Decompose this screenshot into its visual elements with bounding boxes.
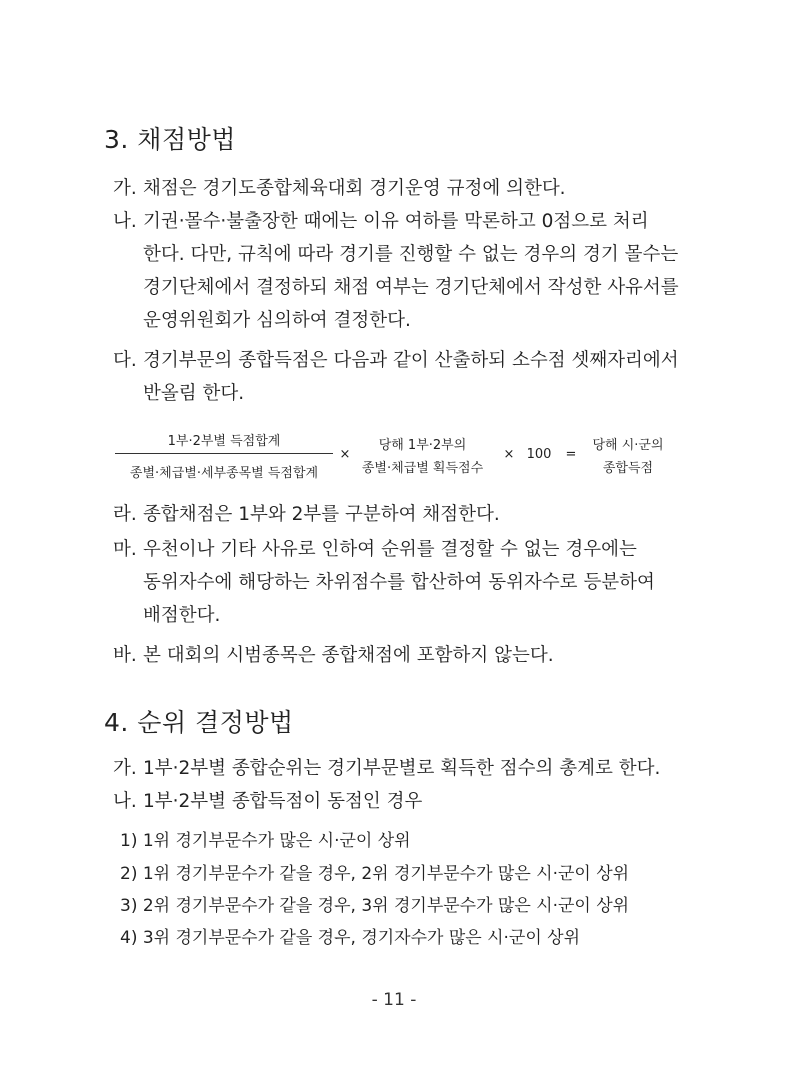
s4-item-na [113,790,422,814]
marker: 바. [113,645,137,666]
formula-term2-line2: 종별·체급별 획득점수 [361,461,484,476]
section-4-title: 4. 순위 결정방법 [104,708,294,737]
s3-item-na-cont-2: 경기단체에서 결정하되 채점 여부는 경기단체에서 작성한 사유서를 [143,277,679,298]
item-text: 1부·2부별 종합득점이 동점인 경우 [143,791,423,812]
marker: 나. [113,791,137,812]
formula-numerator: 1부·2부별 득점합계 [167,434,281,449]
marker: 라. [113,504,137,525]
item-text: 본 대회의 시범종목은 종합채점에 포함하지 않는다. [143,645,554,666]
s3-item-da [113,349,679,373]
item-text: 경기부문의 종합득점은 다음과 같이 산출하되 소수점 셋째자리에서 [143,350,679,371]
s3-item-na [113,210,649,234]
s4-sub-2: 2) 1위 경기부문수가 같을 경우, 2위 경기부문수가 많은 시·군이 상위 [120,864,630,884]
s4-sub-4: 4) 3위 경기부문수가 같을 경우, 경기자수가 많은 시·군이 상위 [120,928,581,948]
s3-item-na-cont-1: 한다. 다만, 규칙에 따라 경기를 진행할 수 없는 경우의 경기 몰수는 [143,244,679,265]
times-sign-1: × [339,447,351,462]
marker: 나. [113,211,137,232]
times-sign-2: × [503,447,515,462]
marker: 마. [113,539,137,560]
item-text: 종합채점은 1부와 2부를 구분하여 채점한다. [143,504,500,525]
marker: 가. [113,178,137,199]
formula-result-line2: 종합득점 [602,461,654,476]
s3-item-ba [113,644,554,668]
s4-item-ga [113,757,660,781]
s3-item-ma-cont-1: 동위자수에 해당하는 차위점수를 합산하여 동위자수로 등분하여 [143,572,655,593]
s4-sub-1: 1) 1위 경기부문수가 많은 시·군이 상위 [120,831,411,851]
s3-item-ma-cont-2: 배점한다. [143,605,221,626]
s3-item-da-cont: 반올림 한다. [143,383,245,404]
item-text: 1부·2부별 종합순위는 경기부문별로 획득한 점수의 총계로 한다. [143,758,661,779]
s3-item-ga [113,177,566,201]
page-number: - 11 - [371,990,417,1010]
item-text: 기권·몰수·불출장한 때에는 이유 여하를 막론하고 0점으로 처리 [143,211,649,232]
s4-sub-3: 3) 2위 경기부문수가 같을 경우, 3위 경기부문수가 많은 시·군이 상위 [120,896,630,916]
s3-item-ma [113,538,637,562]
marker: 가. [113,758,137,779]
item-text: 채점은 경기도종합체육대회 경기운영 규정에 의한다. [143,178,566,199]
formula-result-line1: 당해 시·군의 [592,438,664,453]
s3-item-na-cont-3: 운영위원회가 심의하여 결정한다. [143,310,411,331]
fraction-line [115,453,333,454]
hundred: 100 [526,447,552,462]
marker: 다. [113,350,137,371]
formula-term2-line1: 당해 1부·2부의 [378,438,467,453]
equals-sign: = [565,447,577,462]
item-text: 우천이나 기타 사유로 인하여 순위를 결정할 수 없는 경우에는 [143,539,637,560]
formula-denominator: 종별·체급별·세부종목별 득점합계 [129,466,319,481]
s3-item-ra [113,503,500,527]
section-3-title: 3. 채점방법 [104,125,236,154]
